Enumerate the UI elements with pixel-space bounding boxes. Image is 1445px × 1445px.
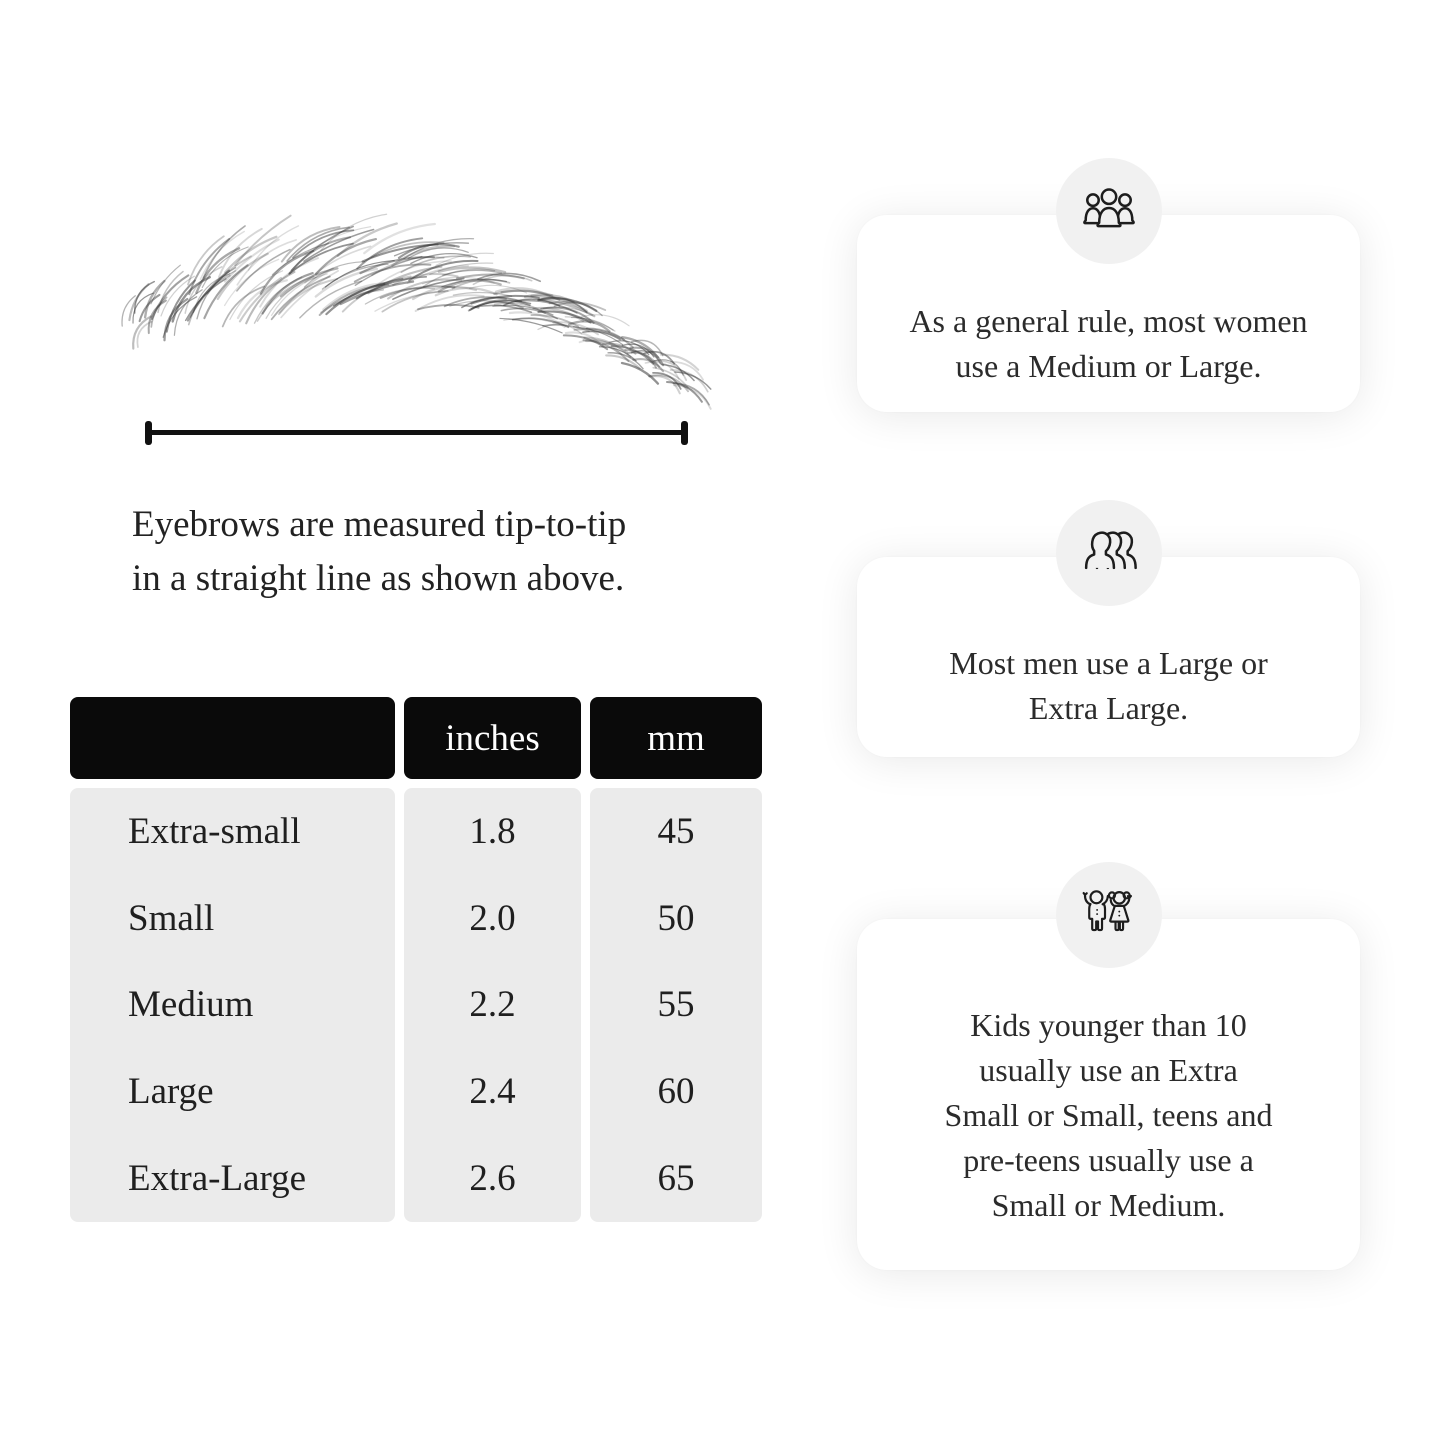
women-group-icon [1077, 179, 1141, 243]
card-text-line: Extra Large. [1028, 690, 1189, 726]
eyebrow-sketch [115, 238, 695, 398]
table-row-label: Large [128, 1071, 214, 1113]
size-table-body [70, 788, 762, 1222]
table-cell-inches: 2.6 [469, 1158, 516, 1200]
measure-caption-line2: in a straight line as shown above. [132, 558, 625, 599]
icon-circle [1056, 862, 1162, 968]
info-card-women [857, 215, 1360, 412]
info-card-kids [857, 919, 1360, 1270]
size-table [70, 697, 762, 1222]
table-cell-mm: 45 [657, 810, 695, 852]
table-row-label: Extra-small [128, 810, 301, 852]
table-header-empty [70, 697, 395, 779]
table-cell-inches: 1.8 [469, 810, 516, 852]
table-cell-mm: 50 [657, 897, 695, 939]
measurement-bar [147, 430, 686, 435]
card-text-line: pre-teens usually use a [963, 1142, 1254, 1178]
size-table-inches-column [404, 788, 581, 1222]
measure-caption-line1: Eyebrows are measured tip-to-tip [132, 504, 627, 545]
table-header-mm: mm [590, 697, 762, 779]
table-cell-inches: 2.0 [469, 897, 516, 939]
table-cell-inches: 2.2 [469, 984, 516, 1026]
men-group-icon [1077, 521, 1141, 585]
card-text-line: usually use an Extra [979, 1052, 1238, 1088]
measurement-line [145, 421, 688, 445]
table-row-label: Small [128, 897, 215, 939]
card-text-line: use a Medium or Large. [955, 348, 1262, 384]
table-cell-inches: 2.4 [469, 1071, 516, 1113]
size-table-mm-column [590, 788, 762, 1222]
measurement-end-tick-right [681, 421, 688, 445]
table-header-inches: inches [404, 697, 581, 779]
table-cell-mm: 55 [657, 984, 695, 1026]
info-card-men [857, 557, 1360, 757]
card-text-line: Most men use a Large or [949, 645, 1268, 681]
table-row-label: Extra-Large [128, 1158, 307, 1200]
table-cell-mm: 60 [657, 1071, 695, 1113]
table-cell-mm: 65 [657, 1158, 695, 1200]
card-text-line: Small or Small, teens and [944, 1097, 1273, 1133]
kids-icon [1077, 883, 1141, 947]
icon-circle [1056, 500, 1162, 606]
size-table-label-column [70, 788, 395, 1222]
card-text-line: As a general rule, most women [909, 303, 1308, 339]
size-table-header-row [70, 697, 762, 779]
eyebrow-sketch-svg [115, 238, 695, 398]
measure-caption [132, 498, 626, 606]
card-text-line: Small or Medium. [991, 1187, 1226, 1223]
table-row-label: Medium [128, 984, 254, 1026]
icon-circle [1056, 158, 1162, 264]
card-text-line: Kids younger than 10 [970, 1007, 1247, 1043]
